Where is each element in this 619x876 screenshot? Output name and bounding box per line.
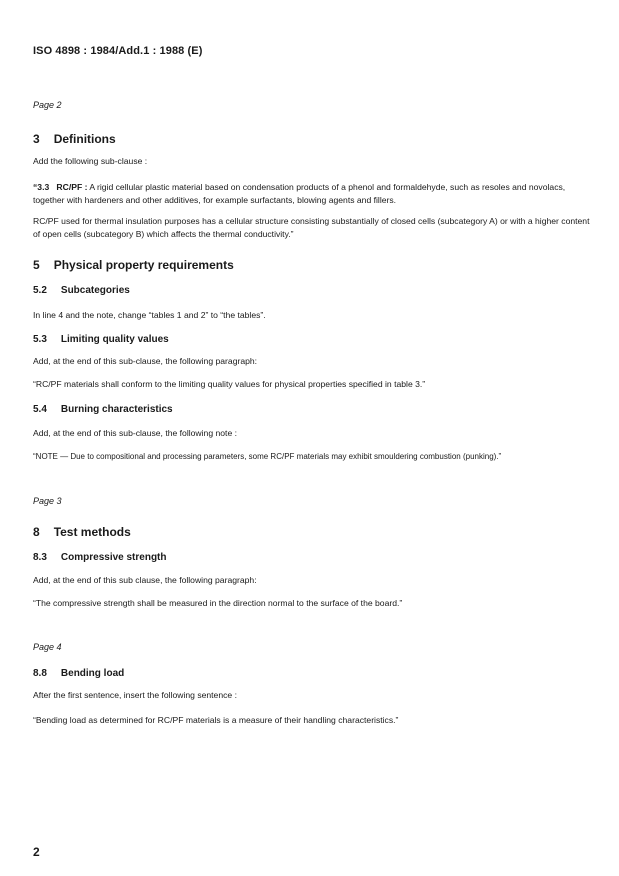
- subsection-8-3-intro: Add, at the end of this sub clause, the following paragraph:: [33, 575, 257, 585]
- section-8-heading: [33, 525, 131, 539]
- subsection-8-8-quote: “Bending load as determined for RC/PF materials is a measure of their handling characteristics.”: [33, 715, 399, 725]
- subsection-number: 5.4: [33, 404, 47, 415]
- subsection-title: Compressive strength: [60, 552, 167, 563]
- subsection-5-3-heading: [33, 334, 169, 345]
- subsection-5-2-heading: [33, 285, 130, 296]
- subsection-5-4-note: “NOTE — Due to compositional and processing parameters, some RC/PF materials may exhibit smouldering combustion (punking).”: [33, 452, 502, 461]
- section-number: 5: [33, 258, 40, 272]
- page-4-label: Page 4: [33, 642, 62, 652]
- subsection-8-8-heading: [33, 668, 124, 679]
- subsection-number: 8.3: [33, 552, 47, 563]
- section-number: 3: [33, 132, 40, 146]
- subsection-title: Burning characteristics: [60, 404, 173, 415]
- subsection-title: Subcategories: [60, 285, 130, 296]
- subsection-5-3-intro: Add, at the end of this sub-clause, the following paragraph:: [33, 356, 258, 366]
- subsection-number: 8.8: [33, 668, 47, 679]
- section-title: Test methods: [53, 525, 131, 539]
- section-title: Physical property requirements: [53, 258, 234, 272]
- subsection-5-3-quote: “RC/PF materials shall conform to the limiting quality values for physical properties specified in table 3.”: [33, 379, 426, 389]
- subsection-title: Bending load: [60, 668, 125, 679]
- subsection-5-4-heading: [33, 404, 173, 415]
- subsection-8-8-intro: After the first sentence, insert the following sentence :: [33, 690, 237, 700]
- page-2-label: Page 2: [33, 100, 62, 110]
- definition-paragraph-2: RC/PF used for thermal insulation purposes has a cellular structure consisting substantially of closed cells (subcategory A) or with a higher content of open cells (subcategory B) which affects the thermal conductivity.”: [33, 216, 590, 239]
- section-3-intro: Add the following sub-clause :: [33, 156, 148, 166]
- subsection-8-3-quote: “The compressive strength shall be measured in the direction normal to the surface of the board.”: [33, 598, 403, 608]
- section-title: Definitions: [53, 132, 116, 146]
- subsection-5-2-text: In line 4 and the note, change “tables 1 and 2” to “the tables”.: [33, 310, 266, 320]
- subsection-number: 5.3: [33, 334, 47, 345]
- page-number: 2: [33, 845, 40, 859]
- section-3-heading: [33, 132, 116, 146]
- definition-number: “3.3: [33, 182, 50, 192]
- document-header: ISO 4898 : 1984/Add.1 : 1988 (E): [33, 45, 203, 57]
- section-5-heading: [33, 258, 234, 272]
- subsection-title: Limiting quality values: [60, 334, 169, 345]
- page-3-label: Page 3: [33, 496, 62, 506]
- subsection-8-3-heading: [33, 552, 167, 563]
- definition-text: A rigid cellular plastic material based on condensation products of a phenol and formaldehyde, such as resoles and novolacs, together with hardeners and other additives, for example surfactants, blowing agents and fillers.: [33, 182, 566, 205]
- definition-3-3: [33, 181, 593, 206]
- subsection-5-4-intro: Add, at the end of this sub-clause, the following note :: [33, 428, 237, 438]
- subsection-number: 5.2: [33, 285, 47, 296]
- section-number: 8: [33, 525, 40, 539]
- definition-term: RC/PF :: [56, 182, 88, 192]
